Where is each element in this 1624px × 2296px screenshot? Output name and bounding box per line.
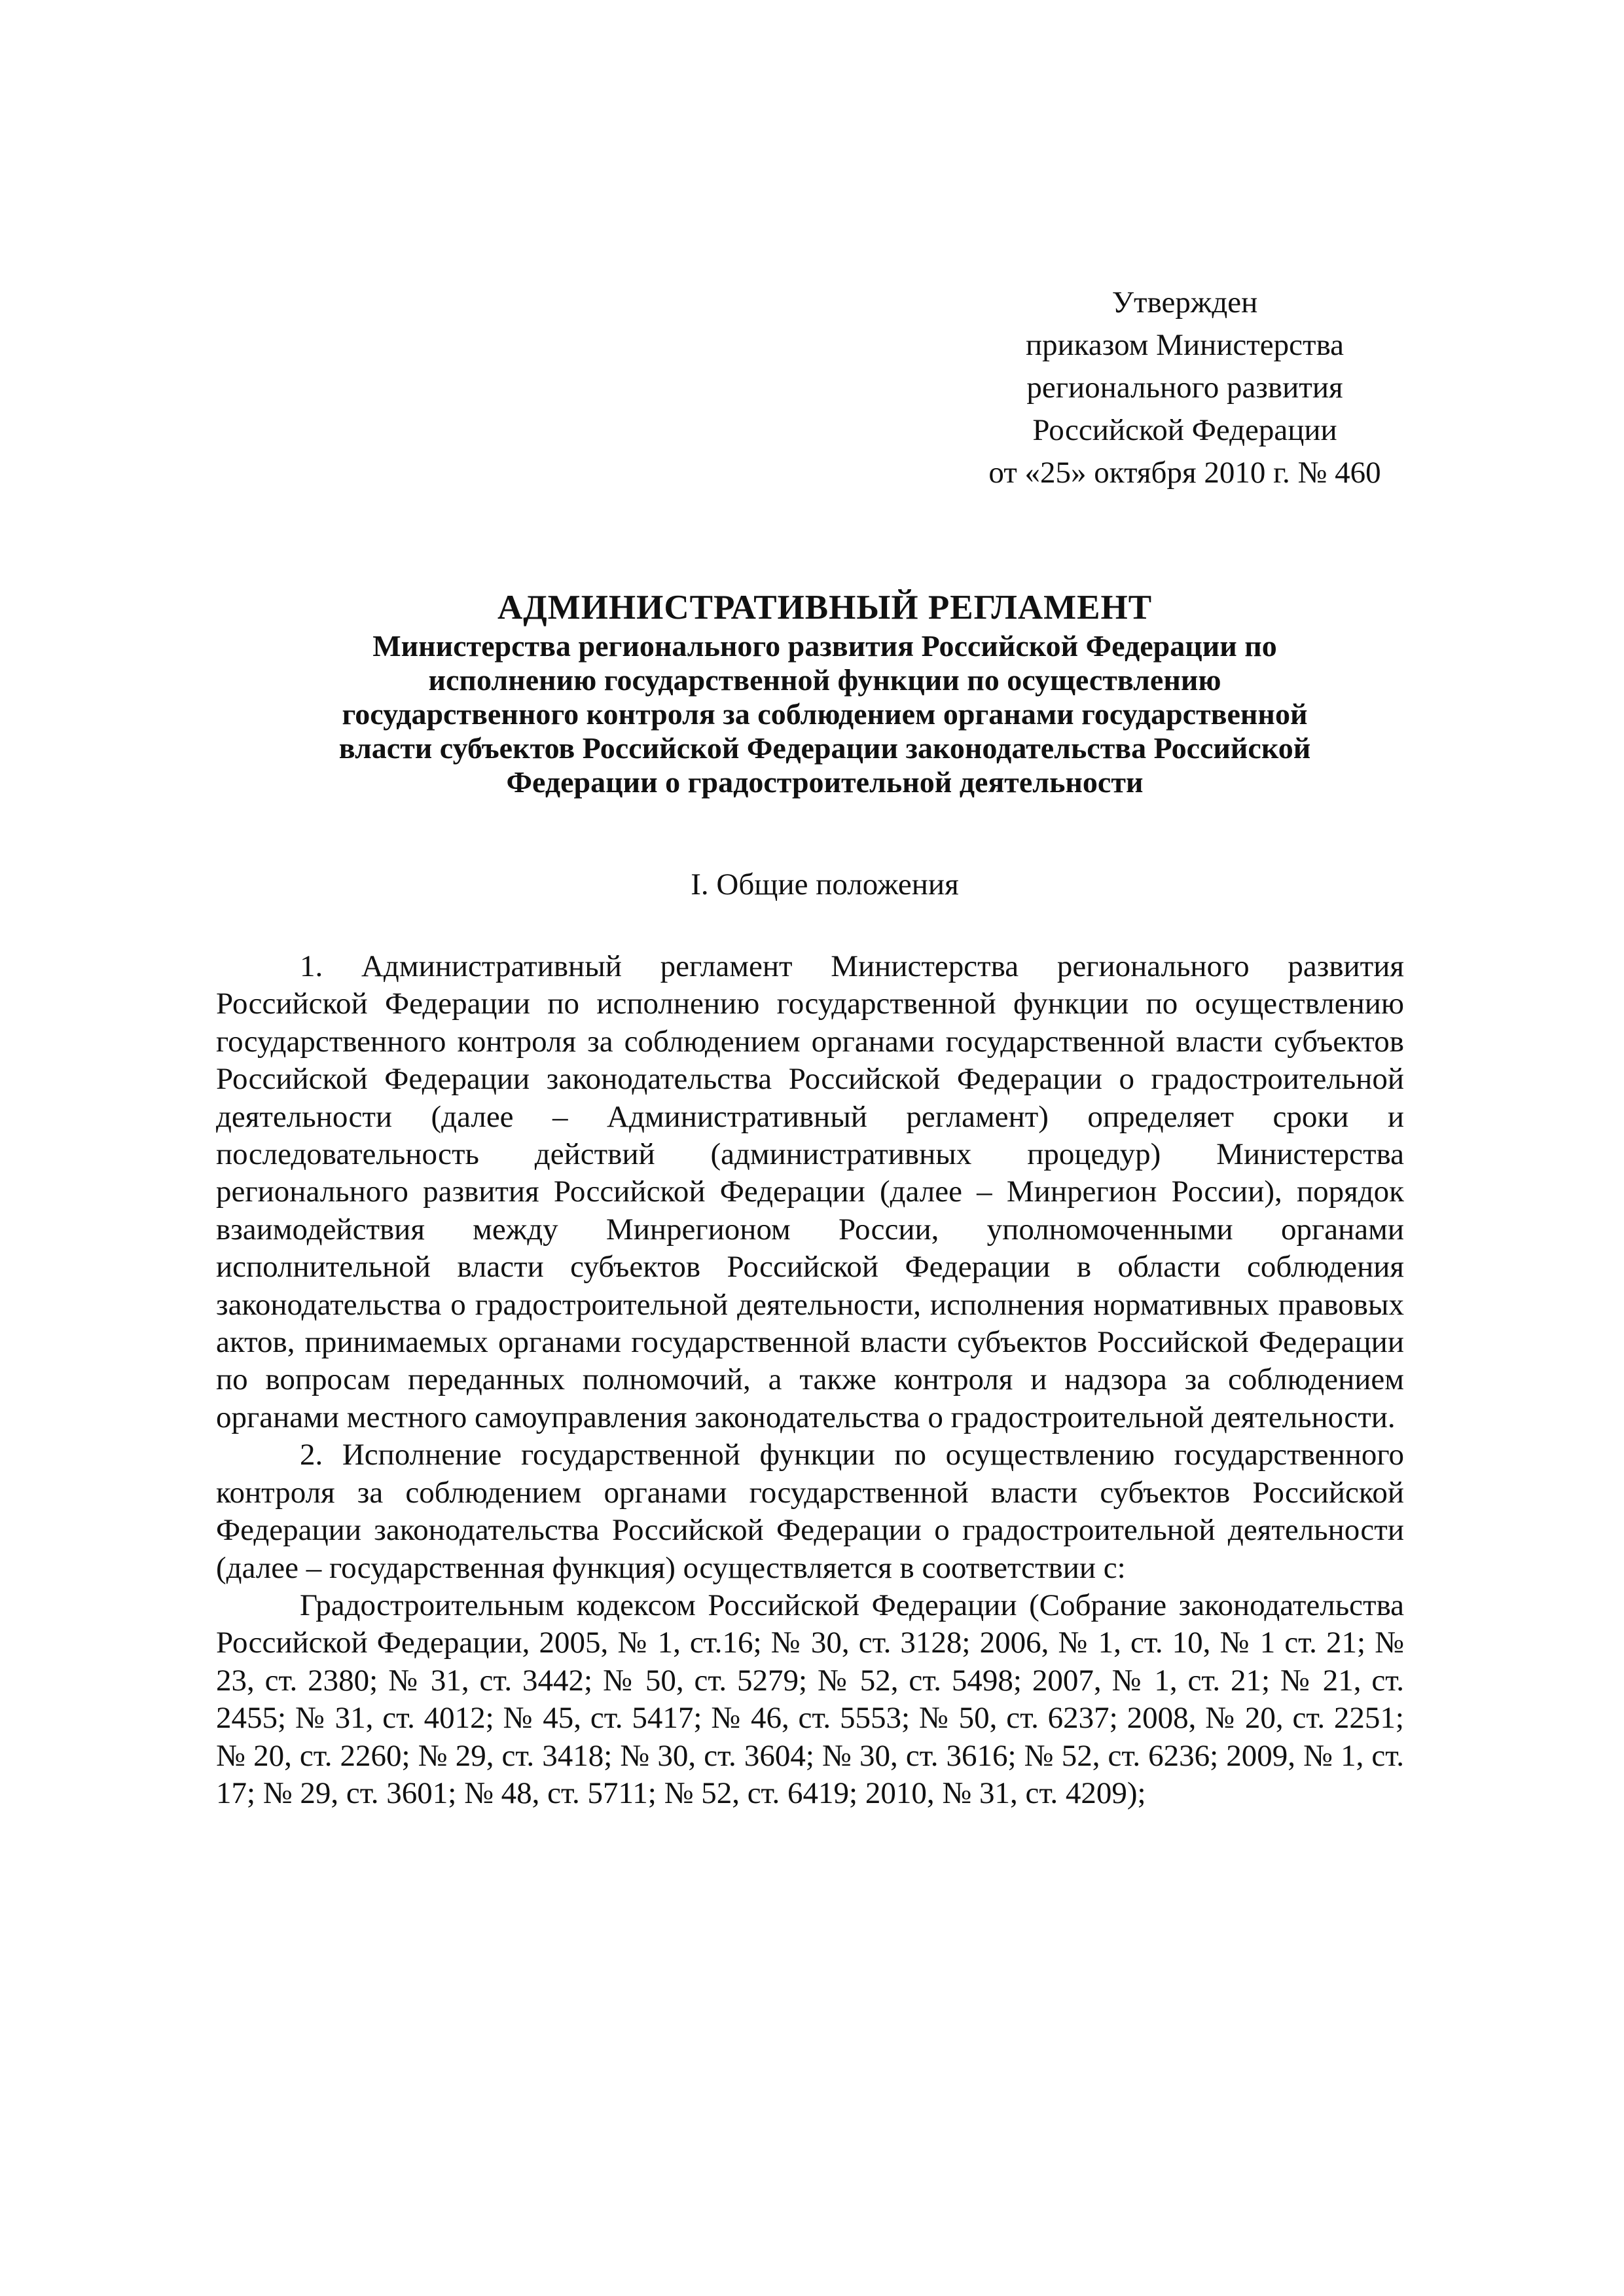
document-title-block: [236, 586, 1414, 799]
document-subtitle-line: государственного контроля за соблюдением органами государственной: [342, 697, 1308, 731]
paragraph: 1. Административный регламент Министерства регионального развития Российской Федерации по исполнению государственной функции по осуществлению государственного контроля за соблюдением органами государственной власти субъектов Российской Федерации законодательства Российской Федерации о градостроительной деятельности (далее – Административный регламент) определяет сроки и последовательность действий (административных процедур) Министерства регионального развития Российской Федерации (далее – Минрегион России), порядок взаимодействия между Минрегионом России, уполномоченными органами исполнительной власти субъектов Российской Федерации в области соблюдения законодательства о градостроительной деятельности, исполнения нормативных правовых актов, принимаемых органами государственной власти субъектов Российской Федерации по вопросам переданных полномочий, а также контроля и надзора за соблюдением органами местного самоуправления законодательства о градостроительной деятельности.: [216, 949, 1404, 1434]
approval-stamp: [949, 282, 1420, 494]
approval-line: регионального развития: [1026, 371, 1343, 405]
document-subtitle-line: исполнению государственной функции по осуществлению: [428, 663, 1221, 697]
document-subtitle-line: власти субъектов Российской Федерации законодательства Российской: [338, 731, 1311, 765]
document-body: [216, 948, 1404, 1812]
approval-line: от «25» октября 2010 г. № 460: [988, 456, 1381, 490]
document-subtitle-line: Министерства регионального развития Российской Федерации по: [372, 629, 1277, 663]
paragraph: 2. Исполнение государственной функции по осуществлению государственного контроля за соблюдением органами государственной власти субъектов Российской Федерации законодательства Российской Федерации о градостроительной деятельности (далее – государственная функция) осуществляется в соответствии с:: [216, 1438, 1404, 1585]
section-heading: I. Общие положения: [691, 867, 959, 902]
approval-line: Российской Федерации: [1032, 413, 1337, 447]
paragraph: Градостроительным кодексом Российской Федерации (Собрание законодательства Российской Федерации, 2005, № 1, ст.16; № 30, ст. 3128; 2006, № 1, ст. 10, № 1 ст. 21; № 23, ст. 2380; № 31, ст. 3442; № 50, ст. 5279; № 52, ст. 5498; 2007, № 1, ст. 21; № 21, ст. 2455; № 31, ст. 4012; № 45, ст. 5417; № 46, ст. 5553; № 50, ст. 6237; 2008, № 20, ст. 2251; № 20, ст. 2260; № 29, ст. 3418; № 30, ст. 3604; № 30, ст. 3616; № 52, ст. 6236; 2009, № 1, ст. 17; № 29, ст. 3601; № 48, ст. 5711; № 52, ст. 6419; 2010, № 31, ст. 4209);: [216, 1588, 1404, 1810]
document-subtitle-line: Федерации о градостроительной деятельности: [506, 765, 1144, 799]
approval-line: Утвержден: [1111, 285, 1258, 319]
document-title: АДМИНИСТРАТИВНЫЙ РЕГЛАМЕНТ: [497, 589, 1153, 627]
approval-line: приказом Министерства: [1025, 328, 1344, 362]
